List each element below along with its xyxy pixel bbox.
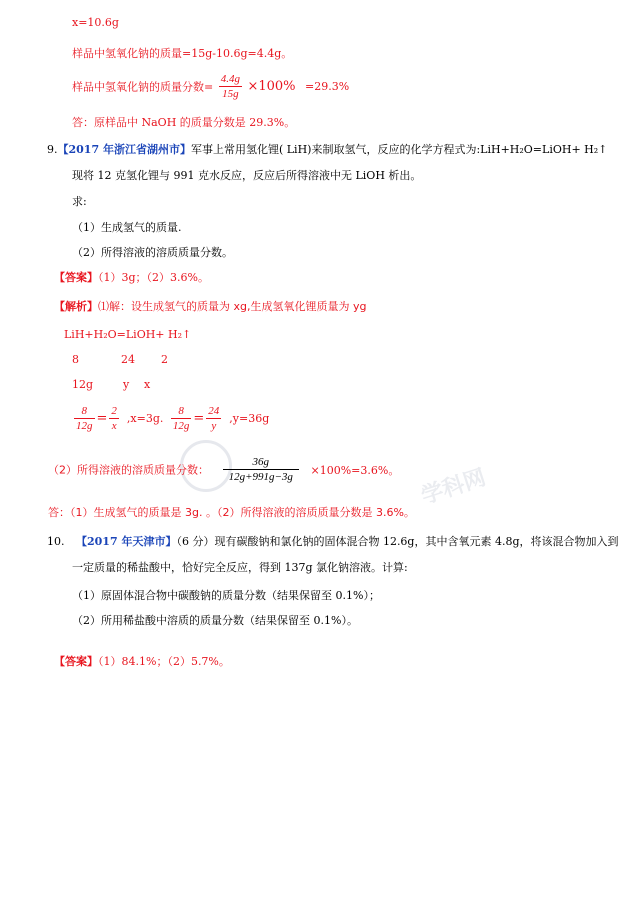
q9-ratio-1: 8 — [72, 353, 79, 366]
q9-number: 9. — [47, 143, 58, 156]
q9-sub1: （1）生成氢气的质量. — [72, 221, 182, 234]
q9-frac3-den: 12g — [172, 420, 190, 432]
q9-ratio-3: 2 — [161, 353, 168, 366]
p8-frac-num: 4.4g — [220, 73, 240, 85]
q9-frac2-den: x — [111, 420, 117, 432]
q9-frac4-num: 24 — [208, 405, 220, 417]
q9-equation: LiH+H₂O=LiOH+ H₂↑ — [64, 328, 192, 341]
q9-source: 【2017 年浙江省湖州市】 — [57, 143, 191, 156]
p8-x-line: x=10.6g — [72, 16, 119, 29]
q9-y-result: ,y=36g — [229, 412, 270, 425]
q9-ratio-2: 24 — [121, 353, 135, 366]
q9-answer-text: （1）3g；（2）3.6%。 — [98, 271, 209, 284]
q9-answer-tag: 【答案】 — [54, 271, 98, 284]
q9-part2-den: 12g+991g−3g — [228, 471, 293, 483]
p8-frac-suffix: ×100% — [247, 79, 296, 94]
q9-proportion-line: $\frac{8}{12g}$ = $\frac{2}{x}$ ,x=3g. $\frac{8}{12g}$ = $\frac{24}{y}$ ,y=36g — [76, 405, 270, 432]
q9-frac2 — [109, 404, 119, 433]
q10-answer-tag: 【答案】 — [54, 655, 98, 668]
q9-frac3 — [171, 404, 192, 433]
q9-stem-line2: 现将 12 克氢化锂与 991 克水反应，反应后所得溶液中无 LiOH 析出。 — [72, 169, 422, 182]
q9-frac1-num: 8 — [74, 404, 95, 419]
q9-frac1-den: 12g — [76, 420, 93, 432]
q10-answer — [54, 655, 230, 669]
q9-analysis — [54, 300, 366, 314]
p8-frac-result: =29.3% — [305, 80, 350, 93]
q9-frac1 — [74, 404, 95, 433]
q10-stem1: （6 分）现有碳酸钠和氯化钠的固体混合物 12.6g，其中含氧元素 4.8g，将该混合物加入到 — [176, 535, 619, 548]
q10-stem-line2: 一定质量的稀盐酸中，恰好完全反应，得到 137g 氯化钠溶液。计算: — [72, 561, 408, 574]
q9-frac4-den: y — [211, 420, 217, 432]
q9-frac2-num: 2 — [111, 405, 117, 417]
q9-part2-suffix: ×100%=3.6%。 — [310, 463, 400, 477]
q9-final-answer: 答：（1）生成氢气的质量是 3g. 。（2）所得溶液的溶质质量分数是 3.6%。 — [48, 506, 415, 519]
p8-frac-prefix: 样品中氢氧化钠的质量分数= — [72, 80, 214, 94]
q10-number: 10. — [47, 535, 65, 548]
q10-answer-text: （1）84.1%；（2）5.7%。 — [98, 655, 230, 668]
q9-answer — [54, 271, 209, 285]
p8-fraction — [219, 72, 242, 101]
q9-ask: 求: — [72, 195, 87, 208]
q9-frac4 — [206, 404, 221, 433]
q9-stem1: 军事上常用氢化锂( LiH)来制取氢气，反应的化学方程式为:LiH+H₂O=LiOH+ H₂↑ — [190, 143, 608, 156]
q9-sub2: （2）所得溶液的溶质质量分数。 — [72, 246, 233, 259]
q9-analysis-tag: 【解析】 — [54, 300, 98, 313]
q10-stem-line1 — [47, 535, 619, 549]
q10-sub1: （1）原固体混合物中碳酸钠的质量分数（结果保留至 0.1%）； — [72, 589, 380, 602]
q9-stem-line1 — [47, 143, 607, 157]
q9-part2-line — [48, 455, 399, 484]
p8-frac-den: 15g — [222, 88, 239, 100]
q9-frac3-num: 8 — [171, 404, 192, 419]
p8-answer: 答：原样品中 NaOH 的质量分数是 29.3%。 — [72, 116, 296, 129]
p8-mass-line: 样品中氢氧化钠的质量=15g-10.6g=4.4g。 — [72, 47, 293, 60]
q9-mass-1: 12g — [72, 378, 94, 391]
watermark-text: 学科网 — [418, 465, 489, 510]
q9-x-result: ,x=3g. — [126, 412, 164, 425]
q9-part2-prefix: （2）所得溶液的溶质质量分数： — [48, 463, 209, 477]
q10-source: 【2017 年天津市】 — [76, 535, 177, 548]
q9-part2-fraction — [223, 455, 300, 484]
q9-part2-num: 36g — [223, 455, 300, 470]
q10-sub2: （2）所用稀盐酸中溶质的质量分数（结果保留至 0.1%）。 — [72, 614, 358, 627]
q9-mass-2: y — [123, 378, 130, 391]
p8-fraction-line — [72, 72, 349, 101]
q9-mass-3: x — [144, 378, 151, 391]
q9-analysis-text: ⑴解：设生成氢气的质量为 xg,生成氢氧化锂质量为 yg — [98, 300, 367, 313]
